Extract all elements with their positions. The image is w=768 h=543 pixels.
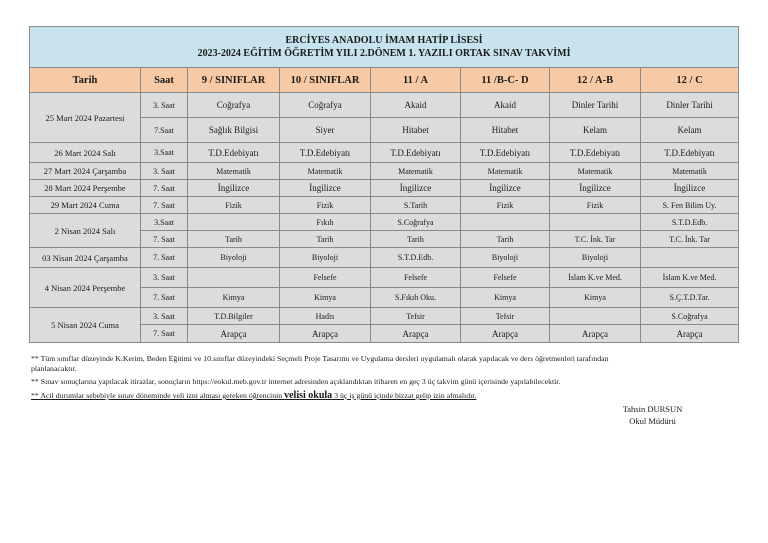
subject-cell: Felsefe bbox=[371, 268, 461, 288]
subject-cell: Kimya bbox=[188, 288, 280, 308]
date-cell: 03 Nisan 2024 Çarşamba bbox=[30, 248, 141, 268]
date-cell: 29 Mart 2024 Cuma bbox=[30, 197, 141, 214]
subject-cell bbox=[188, 214, 280, 231]
subject-cell: Kimya bbox=[550, 288, 641, 308]
subject-cell: Fizik bbox=[188, 197, 280, 214]
schedule-row bbox=[30, 248, 739, 268]
subject-cell bbox=[461, 214, 550, 231]
subject-cell: Kimya bbox=[461, 288, 550, 308]
subject-cell: İngilizce bbox=[550, 180, 641, 197]
subject-cell: Fizik bbox=[550, 197, 641, 214]
column-header: 12 / C bbox=[641, 68, 739, 93]
subject-cell: Dinler Tarihi bbox=[550, 93, 641, 118]
note-1-cont: planlanacaktır. bbox=[31, 364, 77, 373]
subject-cell: Hitabet bbox=[461, 118, 550, 143]
schedule-row bbox=[30, 93, 739, 118]
subject-cell: T.D.Edebiyatı bbox=[280, 143, 371, 163]
subject-cell: Matematik bbox=[550, 163, 641, 180]
subject-cell: İngilizce bbox=[371, 180, 461, 197]
column-header: 11 / A bbox=[371, 68, 461, 93]
subject-cell: T.D.Edebiyatı bbox=[461, 143, 550, 163]
period-cell: 3. Saat bbox=[141, 163, 188, 180]
signature-name: Tahsin DURSUN bbox=[622, 404, 683, 414]
signature-role: Okul Müdürü bbox=[629, 416, 676, 426]
date-cell: 27 Mart 2024 Çarşamba bbox=[30, 163, 141, 180]
period-cell: 7. Saat bbox=[141, 325, 188, 343]
note-3-text: ** Acil durumlar sebebiyle sınav döneminde veli izni alması gereken öğrencinin bbox=[31, 391, 285, 400]
subject-cell: Kelam bbox=[550, 118, 641, 143]
date-cell: 5 Nisan 2024 Cuma bbox=[30, 308, 141, 343]
date-cell: 2 Nisan 2024 Salı bbox=[30, 214, 141, 248]
note-2: ** Sınav sonuçlarına yapılacak itirazlar, sonuçların https://eokul.meb.gov.tr internet adresinden açıklandıktan itibaren en geç 3 üç takvim günü içerisinde yapılabilecektir. bbox=[31, 377, 561, 386]
subject-cell: Akaid bbox=[371, 93, 461, 118]
subject-cell: S.Tarih bbox=[371, 197, 461, 214]
subject-cell: T.D.Edebiyatı bbox=[641, 143, 739, 163]
schedule-row bbox=[30, 180, 739, 197]
subject-cell: İslam K.ve Med. bbox=[550, 268, 641, 288]
subject-cell: Biyoloji bbox=[550, 248, 641, 268]
schedule-row bbox=[30, 214, 739, 231]
subject-cell: Matematik bbox=[641, 163, 739, 180]
subject-cell: Arapça bbox=[641, 325, 739, 343]
period-cell: 3.Saat bbox=[141, 214, 188, 231]
subject-cell bbox=[550, 308, 641, 325]
subject-cell: Felsefe bbox=[461, 268, 550, 288]
subject-cell: Fizik bbox=[280, 197, 371, 214]
subject-cell bbox=[641, 248, 739, 268]
subject-cell: Arapça bbox=[550, 325, 641, 343]
subject-cell: T.D.Edebiyatı bbox=[550, 143, 641, 163]
schedule-row bbox=[30, 197, 739, 214]
subject-cell: T.D.Bilgiler bbox=[188, 308, 280, 325]
exam-schedule-table bbox=[29, 26, 739, 343]
period-cell: 7. Saat bbox=[141, 197, 188, 214]
period-cell: 3. Saat bbox=[141, 268, 188, 288]
subject-cell: Arapça bbox=[371, 325, 461, 343]
period-cell: 7.Saat bbox=[141, 118, 188, 143]
period-cell: 7. Saat bbox=[141, 180, 188, 197]
column-header: 9 / SINIFLAR bbox=[188, 68, 280, 93]
subject-cell: Biyoloji bbox=[461, 248, 550, 268]
date-cell: 26 Mart 2024 Salı bbox=[30, 143, 141, 163]
period-cell: 3. Saat bbox=[141, 93, 188, 118]
date-cell: 4 Nisan 2024 Perşembe bbox=[30, 268, 141, 308]
subject-cell: Arapça bbox=[461, 325, 550, 343]
subject-cell: Coğrafya bbox=[280, 93, 371, 118]
note-3-end: 3 üç iş günü içinde bizzat gelip izin almalıdır. bbox=[332, 391, 477, 400]
period-cell: 3.Saat bbox=[141, 143, 188, 163]
column-header: Tarih bbox=[30, 68, 141, 93]
subject-cell: S.Fıkıh Oku. bbox=[371, 288, 461, 308]
subject-cell: Kelam bbox=[641, 118, 739, 143]
column-header: 11 /B-C- D bbox=[461, 68, 550, 93]
subject-cell: Matematik bbox=[280, 163, 371, 180]
subject-cell: İslam K.ve Med. bbox=[641, 268, 739, 288]
subject-cell bbox=[188, 268, 280, 288]
schedule-row bbox=[30, 268, 739, 288]
subject-cell: S.T.D.Edb. bbox=[641, 214, 739, 231]
subject-cell: Fıkıh bbox=[280, 214, 371, 231]
subject-cell: Dinler Tarihi bbox=[641, 93, 739, 118]
subject-cell: S.Coğrafya bbox=[371, 214, 461, 231]
document-title: 2023-2024 EĞİTİM ÖĞRETİM YILI 2.DÖNEM 1. YAZILI ORTAK SINAV TAKVİMİ bbox=[197, 48, 571, 59]
subject-cell: Coğrafya bbox=[188, 93, 280, 118]
subject-cell: S.T.D.Edb. bbox=[371, 248, 461, 268]
note-3 bbox=[31, 390, 476, 401]
subject-cell: T.D.Edebiyatı bbox=[371, 143, 461, 163]
subject-cell: Tarih bbox=[371, 231, 461, 248]
subject-cell: İngilizce bbox=[188, 180, 280, 197]
subject-cell: Akaid bbox=[461, 93, 550, 118]
subject-cell: Sağlık Bilgisi bbox=[188, 118, 280, 143]
subject-cell: Arapça bbox=[280, 325, 371, 343]
subject-cell: T.C. İnk. Tar bbox=[550, 231, 641, 248]
column-header-row bbox=[30, 68, 739, 93]
subject-cell: S.Ç.T.D.Tar. bbox=[641, 288, 739, 308]
subject-cell: Matematik bbox=[188, 163, 280, 180]
column-header: 12 / A-B bbox=[550, 68, 641, 93]
date-cell: 28 Mart 2024 Perşembe bbox=[30, 180, 141, 197]
period-cell: 3. Saat bbox=[141, 308, 188, 325]
note-3-bold: velisi okula bbox=[284, 390, 333, 401]
subject-cell: Tarih bbox=[280, 231, 371, 248]
schedule-body bbox=[30, 93, 739, 343]
subject-cell: Felsefe bbox=[280, 268, 371, 288]
schedule-row bbox=[30, 163, 739, 180]
subject-cell: Biyoloji bbox=[188, 248, 280, 268]
column-header: 10 / SINIFLAR bbox=[280, 68, 371, 93]
subject-cell: Matematik bbox=[371, 163, 461, 180]
subject-cell: Biyoloji bbox=[280, 248, 371, 268]
subject-cell: Tarih bbox=[188, 231, 280, 248]
subject-cell: Kimya bbox=[280, 288, 371, 308]
subject-cell: Tefsir bbox=[461, 308, 550, 325]
period-cell: 7. Saat bbox=[141, 248, 188, 268]
schedule-title bbox=[30, 27, 739, 68]
subject-cell: İngilizce bbox=[280, 180, 371, 197]
period-cell: 7. Saat bbox=[141, 231, 188, 248]
subject-cell: T.C. İnk. Tar bbox=[641, 231, 739, 248]
subject-cell: S.Coğrafya bbox=[641, 308, 739, 325]
subject-cell: Matematik bbox=[461, 163, 550, 180]
subject-cell: İngilizce bbox=[461, 180, 550, 197]
subject-cell: Siyer bbox=[280, 118, 371, 143]
subject-cell: S. Fen Bilim Uy. bbox=[641, 197, 739, 214]
date-cell: 25 Mart 2024 Pazartesi bbox=[30, 93, 141, 143]
subject-cell: T.D.Edebiyatı bbox=[188, 143, 280, 163]
subject-cell bbox=[550, 214, 641, 231]
schedule-row bbox=[30, 308, 739, 325]
column-header: Saat bbox=[141, 68, 188, 93]
subject-cell: Tefsir bbox=[371, 308, 461, 325]
schedule-row bbox=[30, 143, 739, 163]
subject-cell: İngilizce bbox=[641, 180, 739, 197]
subject-cell: Hitabet bbox=[371, 118, 461, 143]
school-name: ERCİYES ANADOLU İMAM HATİP LİSESİ bbox=[285, 35, 483, 46]
note-1: ** Tüm sınıflar düzeyinde K.Kerim, Beden Eğitimi ve 10.sınıflar düzeyindeki Seçmeli Proje Tasarımı ve Uygulama dersleri uygulamalı olarak yapılacak ve ders öğretmenleri tarafından bbox=[31, 354, 609, 363]
subject-cell: Fizik bbox=[461, 197, 550, 214]
subject-cell: Hadis bbox=[280, 308, 371, 325]
period-cell: 7. Saat bbox=[141, 288, 188, 308]
subject-cell: Tarih bbox=[461, 231, 550, 248]
subject-cell: Arapça bbox=[188, 325, 280, 343]
